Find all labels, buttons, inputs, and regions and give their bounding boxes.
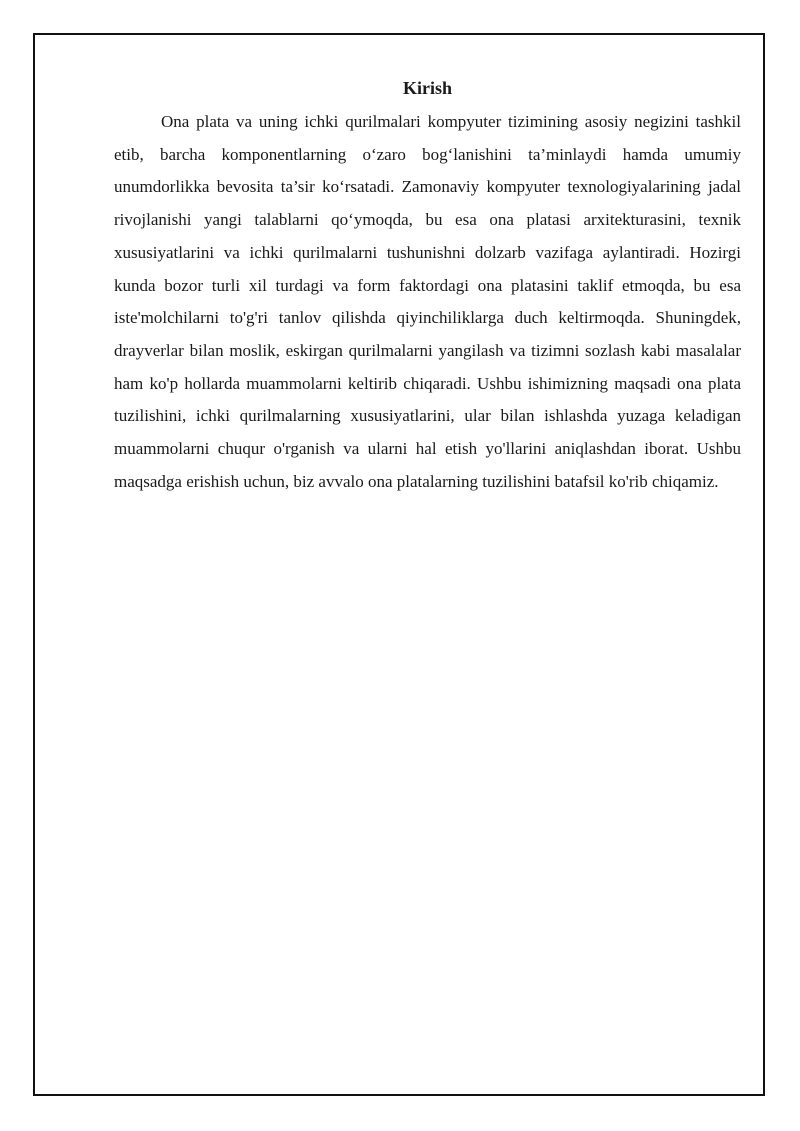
page-content [114, 74, 741, 498]
intro-paragraph: Ona plata va uning ichki qurilmalari kompyuter tizimining asosiy negizini tashkil etib, barcha komponentlarning o‘zaro bog‘lanishini ta’minlaydi hamda umumiy unumdorlikka bevosita ta’sir ko‘rsatadi. Zamonaviy kompyuter texnologiyalarining jadal rivojlanishi yangi talablarni qo‘ymoqda, bu esa ona platasi arxitekturasini, texnik xususiyatlarini va ichki qurilmalarni tushunishni dolzarb vazifaga aylantiradi. Hozirgi kunda bozor turli xil turdagi va form faktordagi ona platasini taklif etmoqda, bu esa iste'molchilarni to'g'ri tanlov qilishda qiyinchiliklarga duch keltirmoqda. Shuningdek, drayverlar bilan moslik, eskirgan qurilmalarni yangilash va tizimni sozlash kabi masalalar ham ko'p hollarda muammolarni keltirib chiqaradi. Ushbu ishimizning maqsadi ona plata tuzilishini, ichki qurilmalarning xususiyatlarini, ular bilan ishlashda yuzaga keladigan muammolarni chuqur o'rganish va ularni hal etish yo'llarini aniqlashdan iborat. Ushbu maqsadga erishish uchun, biz avvalo ona platalarning tuzilishini batafsil ko'rib chiqamiz. [114, 112, 741, 491]
section-title: Kirish [402, 78, 452, 98]
